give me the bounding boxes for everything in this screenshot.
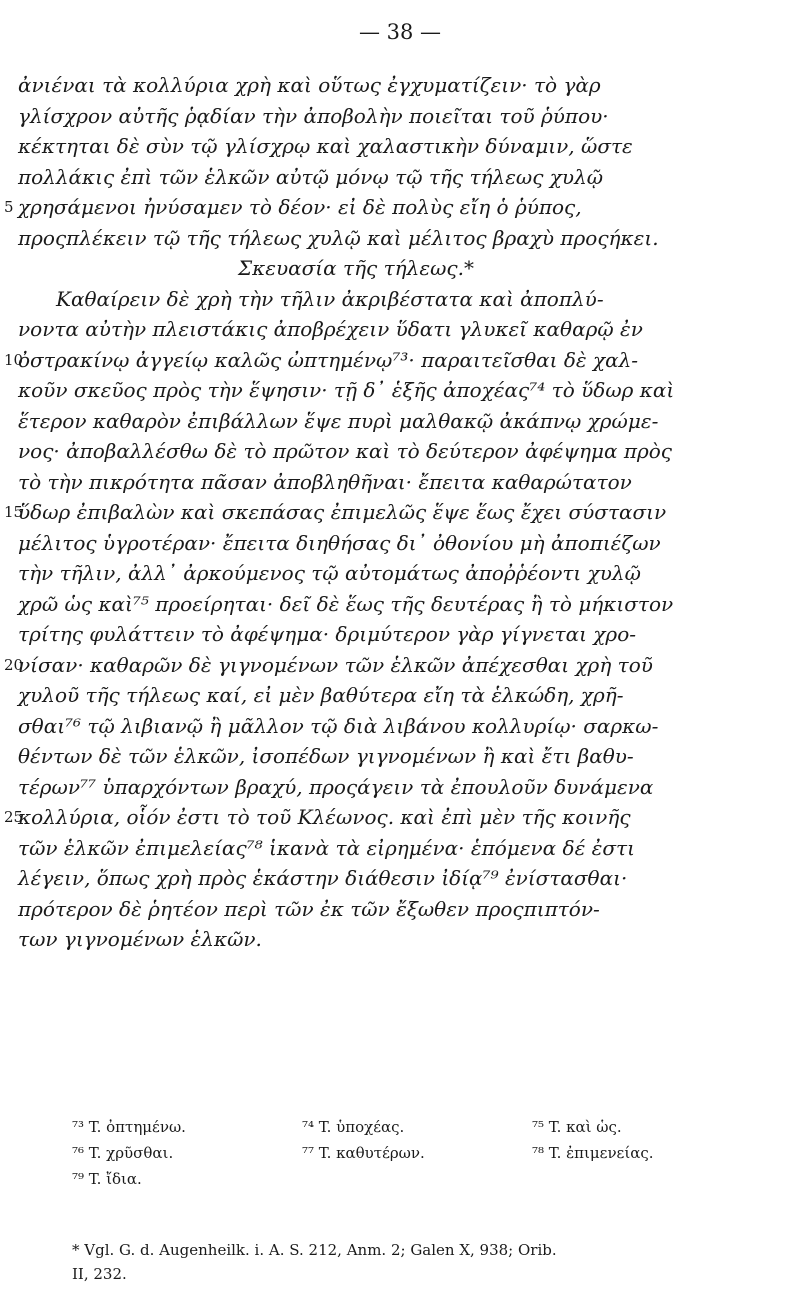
line-text: σθαι⁷⁶ τῷ λιβιανῷ ἢ μᾶλλον τῷ διὰ λιβάνου κολλυρίῳ· σαρκω- (18, 713, 659, 738)
line-text: πρότερον δὲ ῥητέον περὶ τῶν ἐκ τῶν ἔξωθεν προςπιπτόν- (18, 896, 600, 921)
text-line (4, 345, 768, 376)
reference-line: * Vgl. G. d. Augenheilk. i. A. S. 212, Anm. 2; Galen X, 938; Orib. (72, 1241, 557, 1259)
text-line (4, 192, 768, 223)
line-number: 5 (4, 198, 14, 216)
line-text: λέγειν, ὅπως χρὴ πρὸς ἑκάστην διάθεσιν ἰδίᾳ⁷⁹ ἐνίστασθαι· (18, 866, 628, 890)
reference-line: II, 232. (72, 1265, 127, 1283)
text-line (18, 589, 768, 620)
line-text: χυλοῦ τῆς τήλεως καί, εἰ μὲν βαθύτερα εἴη τὰ ἑλκώδη, χρῆ- (18, 683, 624, 707)
text-line (18, 863, 768, 894)
line-text: ἀνιέναι τὰ κολλύρια χρὴ καὶ οὕτως ἐγχυματίζειν· τὸ γὰρ (18, 73, 601, 97)
footnote-row (72, 1170, 772, 1188)
footnote-row (72, 1144, 772, 1162)
text-line (18, 314, 768, 345)
text-line (18, 131, 768, 162)
text-line (4, 650, 768, 681)
line-text: τέρων⁷⁷ ὑπαρχόντων βραχύ, προςάγειν τὰ ἐπουλοῦν δυνάμενα (18, 774, 654, 799)
line-text: μέλιτος ὑγροτέραν· ἔπειτα διηθήσας δι᾽ ὀθονίου μὴ ἀποπιέζων (18, 530, 661, 555)
line-text: ἕτερον καθαρὸν ἐπιβάλλων ἕψε πυρὶ μαλθακῷ ἀκάπνῳ χρώμε- (18, 408, 659, 433)
line-text: θέντων δὲ τῶν ἑλκῶν, ἰσοπέδων γιγνομένων ἢ καὶ ἔτι βαθυ- (18, 744, 634, 768)
reference-note (72, 1238, 772, 1286)
text-line (18, 833, 768, 864)
line-text: των γιγνομένων ἑλκῶν. (18, 927, 262, 951)
line-text: χρῶ ὡς καὶ⁷⁵ προείρηται· δεῖ δὲ ἕως τῆς δευτέρας ἢ τὸ μήκιστον (18, 591, 674, 616)
text-line (18, 924, 768, 955)
line-text: τρίτης φυλάττειν τὸ ἀφέψημα· δριμύτερον γὰρ γίγνεται χρο- (18, 622, 636, 646)
footnote: ⁷⁴ T. ὑποχέας. (302, 1118, 405, 1136)
text-line (18, 711, 768, 742)
line-text: ὕδωρ ἐπιβαλὼν καὶ σκεπάσας ἐπιμελῶς ἕψε ἕως ἔχει σύστασιν (18, 500, 667, 524)
text-line (18, 741, 768, 772)
line-number: 10 (4, 350, 24, 369)
page-number: — 38 — (358, 20, 442, 44)
line-text: τὴν τῆλιν, ἀλλ᾽ ἀρκούμενος τῷ αὐτομάτως ἀποῤῥέοντι χυλῷ (18, 561, 641, 585)
text-line (18, 467, 768, 498)
text-line (18, 162, 768, 193)
text-line (18, 528, 768, 559)
text-line (18, 406, 768, 437)
text-line (18, 558, 768, 589)
line-text: προςπλέκειν τῷ τῆς τήλεως χυλῷ καὶ μέλιτος βραχὺ προςήκει. (18, 225, 659, 250)
line-text: γλίσχρον αὐτῆς ῥᾳδίαν τὴν ἀποβολὴν ποιεῖται τοῦ ῥύπου· (18, 103, 609, 128)
line-number: 25 (4, 808, 24, 826)
line-text: τῶν ἑλκῶν ἐπιμελείας⁷⁸ ἱκανὰ τὰ εἰρημένα· ἑπόμενα δέ ἐστι (18, 835, 635, 860)
text-line (18, 375, 768, 406)
main-text (4, 70, 768, 955)
line-text: νος· ἀποβαλλέσθω δὲ τὸ πρῶτον καὶ τὸ δεύτερον ἀφέψημα πρὸς (18, 439, 672, 463)
footnote-row (72, 1118, 772, 1136)
line-text: τὸ τὴν πικρότητα πᾶσαν ἀποβληθῆναι· ἔπειτα καθαρώτατον (18, 469, 632, 494)
line-number: 20 (4, 655, 24, 674)
text-line (18, 436, 768, 467)
line-text: ὀστρακίνῳ ἀγγείῳ καλῶς ὠπτημένῳ⁷³· παραιτεῖσθαι δὲ χαλ- (18, 347, 639, 372)
text-line (18, 772, 768, 803)
text-line (18, 284, 768, 315)
line-text: κοῦν σκεῦος πρὸς τὴν ἕψησιν· τῇ δ᾽ ἑξῆς ἀποχέας⁷⁴ τὸ ὕδωρ καὶ (18, 378, 675, 402)
line-text: Καθαίρειν δὲ χρὴ τὴν τῆλιν ἀκριβέστατα καὶ ἀποπλύ- (56, 286, 604, 311)
footnote: ⁷⁵ T. καὶ ὡς. (532, 1118, 622, 1136)
line-text: κολλύρια, οἷόν ἐστι τὸ τοῦ Κλέωνος. καὶ ἐπὶ μὲν τῆς κοινῆς (18, 805, 631, 829)
line-text: νοντα αὐτὴν πλειστάκις ἀποβρέχειν ὕδατι γλυκεῖ καθαρῷ ἐν (18, 317, 643, 341)
footnote: ⁷⁶ T. χρῦσθαι. (72, 1144, 174, 1162)
line-text: χρησάμενοι ἠνύσαμεν τὸ δέον· εἰ δὲ πολὺς εἴη ὁ ῥύπος, (18, 195, 582, 219)
line-number: 15 (4, 503, 24, 521)
footnote: ⁷³ T. ὀπτημένω. (72, 1118, 186, 1136)
text-line (18, 894, 768, 925)
text-line (18, 70, 768, 101)
text-line (4, 497, 768, 528)
line-text: κέκτηται δὲ σὺν τῷ γλίσχρῳ καὶ χαλαστικὴν δύναμιν, ὥστε (18, 134, 633, 158)
line-text: Σκευασία τῆς τήλεως.* (238, 256, 474, 280)
text-line (18, 680, 768, 711)
line-text: πολλάκις ἐπὶ τῶν ἑλκῶν αὐτῷ μόνῳ τῷ τῆς τήλεως χυλῷ (18, 164, 604, 189)
footnote: ⁷⁹ T. ἴδια. (72, 1170, 142, 1188)
line-text: νίσαν· καθαρῶν δὲ γιγνομένων τῶν ἑλκῶν ἀπέχεσθαι χρὴ τοῦ (18, 652, 653, 677)
footnote: ⁷⁸ T. ἐπιμενείας. (532, 1144, 654, 1162)
footnote: ⁷⁷ T. καθυτέρων. (302, 1144, 425, 1162)
text-line (18, 101, 768, 132)
section-heading (18, 253, 768, 284)
text-line (18, 223, 768, 254)
text-line (18, 619, 768, 650)
text-line (4, 802, 768, 833)
